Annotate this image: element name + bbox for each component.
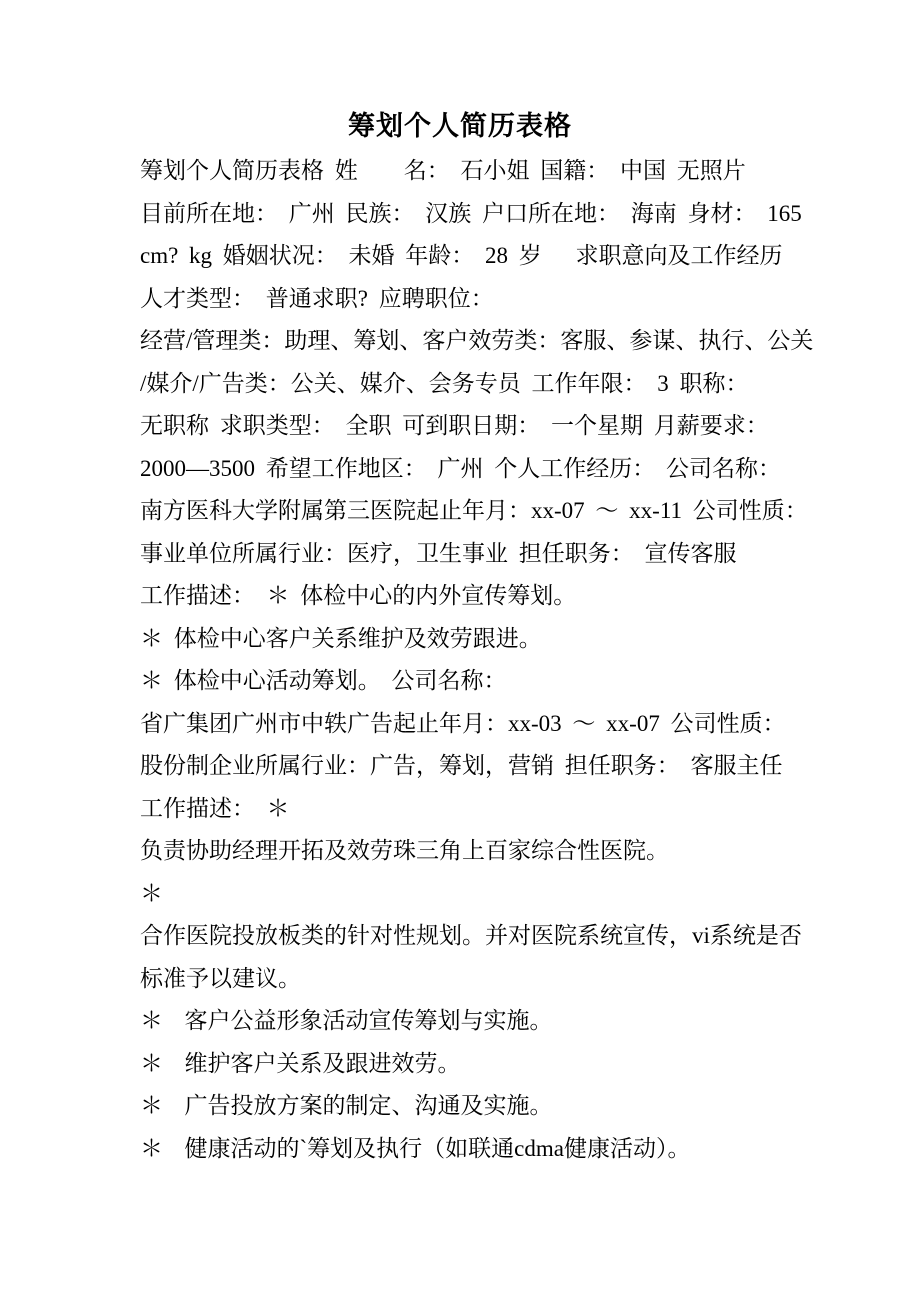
document-line: 目前所在地： 广州 民族： 汉族 户口所在地： 海南 身材： 165 — [140, 200, 802, 226]
document-line: ＊ 广告投放方案的制定、沟通及实施。 — [140, 1093, 553, 1118]
document-line: /媒介/广告类：公关、媒介、会务专员 工作年限： 3 职称： — [140, 370, 749, 396]
document-line: 负责协助经理开拓及效劳珠三角上百家综合性医院。 — [140, 838, 669, 863]
document-title: 筹划个人简历表格 — [348, 111, 572, 141]
document-line: 事业单位所属行业：医疗，卫生事业 担任职务： 宣传客服 — [140, 540, 737, 566]
document-line: 省广集团广州市中轶广告起止年月：xx-03 ～ xx-07 公司性质： — [140, 710, 786, 736]
document-line: ＊ — [140, 880, 163, 906]
document-line: ＊ 客户公益形象活动宣传筹划与实施。 — [140, 1008, 553, 1033]
document-line: ＊ 体检中心客户关系维护及效劳跟进。 — [140, 625, 542, 651]
document-line: 南方医科大学附属第三医院起止年月：xx-07 ～ xx-11 公司性质： — [140, 498, 808, 523]
document-line: 股份制企业所属行业：广告，筹划，营销 担任职务： 客服主任 — [140, 753, 783, 778]
document-line: 标准予以建议。 — [140, 965, 301, 991]
document-body — [140, 150, 832, 1170]
document-line: ＊ 体检中心活动筹划。 公司名称： — [140, 668, 507, 693]
document-line: ＊ 维护客户关系及跟进效劳。 — [140, 1050, 461, 1076]
document-line: 经营/管理类：助理、筹划、客户效劳类：客服、参谋、执行、公关 — [140, 328, 814, 353]
document-line: 筹划个人简历表格 姓 名： 石小姐 国籍： 中国 无照片 — [140, 158, 746, 183]
document-line: 无职称 求职类型： 全职 可到职日期： 一个星期 月薪要求： — [140, 413, 769, 438]
document-line: 工作描述： ＊ — [140, 795, 290, 821]
document-line: 工作描述： ＊ 体检中心的内外宣传筹划。 — [140, 583, 577, 608]
document-line: ＊ 健康活动的`筹划及执行（如联通cdma健康活动）。 — [140, 1135, 691, 1161]
document-line: 人才类型： 普通求职? 应聘职位： — [140, 285, 494, 311]
document-line: 合作医院投放板类的针对性规划。并对医院系统宣传，vi系统是否 — [140, 923, 802, 948]
document-line: 2000—3500 希望工作地区： 广州 个人工作经历： 公司名称： — [140, 455, 781, 481]
document-line: cm? kg 婚姻状况： 未婚 年龄： 28 岁 求职意向及工作经历 — [140, 243, 783, 268]
